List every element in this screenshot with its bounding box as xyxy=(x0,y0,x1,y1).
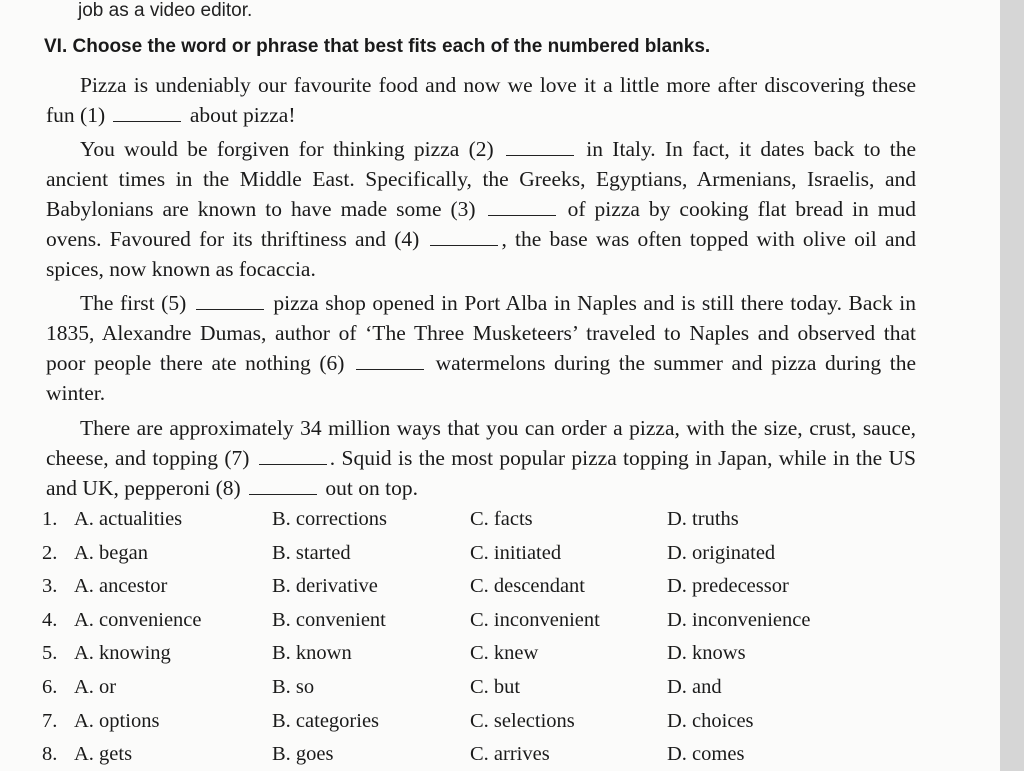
paragraph-1 xyxy=(46,70,916,130)
question-row xyxy=(42,609,942,643)
option-b: B. derivative xyxy=(272,575,378,598)
blank-6 xyxy=(356,351,424,370)
question-number: 2. xyxy=(42,541,58,564)
question-number: 5. xyxy=(42,642,58,665)
question-number: 3. xyxy=(42,575,58,598)
paragraph-text: There are approximately 34 million ways that you can order a pizza, with the size, crust, sauce, cheese, and topping (7) xyxy=(46,416,916,470)
option-a: A. gets xyxy=(74,743,133,766)
paragraph-text: out on top. xyxy=(325,476,418,500)
option-c: C. initiated xyxy=(470,541,562,564)
paragraph-text: You would be forgiven for thinking pizza (2) xyxy=(80,137,494,161)
question-row xyxy=(42,508,942,542)
question-row xyxy=(42,710,942,744)
question-number: 8. xyxy=(42,743,58,766)
paragraph-4 xyxy=(46,413,916,503)
paragraph-text: The first (5) xyxy=(80,291,187,315)
question-row xyxy=(42,542,942,576)
option-b: B. categories xyxy=(272,709,380,732)
option-a: A. ancestor xyxy=(74,575,168,598)
option-a: A. began xyxy=(74,541,149,564)
paragraph-text: about pizza! xyxy=(189,103,296,127)
option-b: B. started xyxy=(272,541,351,564)
option-b: B. corrections xyxy=(272,508,387,530)
question-row xyxy=(42,575,942,609)
option-c: C. facts xyxy=(470,508,533,530)
option-a: A. options xyxy=(74,709,160,732)
paragraph-text: pizza shop opened in Port Alba in Naples and is still there today. Back in 1835, Alexandre Dumas, author of ‘The Three Musketeers’ traveled to Naples and observed that poor people there ate nothing (6) xyxy=(46,291,917,375)
option-c: C. descendant xyxy=(470,575,585,598)
section-title: VI. Choose the word or phrase that best fits each of the numbered blanks. xyxy=(44,36,711,57)
blank-8 xyxy=(249,476,317,495)
option-a: A. actualities xyxy=(74,508,183,530)
paragraph-text: in Italy. In fact, it dates back to the ancient times in the Middle East. Specifically, the Greeks, Egyptians, Armenians, Israelis, and Babylonians are known to have made some (3) xyxy=(46,137,917,221)
option-d: D. truths xyxy=(667,508,739,530)
option-a: A. convenience xyxy=(74,608,202,631)
question-number: 4. xyxy=(42,608,58,631)
answer-options xyxy=(42,508,942,777)
option-b: B. so xyxy=(272,675,315,698)
option-a: A. knowing xyxy=(74,642,171,665)
option-c: C. inconvenient xyxy=(470,608,600,631)
option-c: C. but xyxy=(470,675,521,698)
previous-line-text: job as a video editor. xyxy=(78,0,253,21)
paragraph-text: . Squid is the most popular pizza topping in Japan, while in the US and UK, pepperoni (8) xyxy=(46,446,916,500)
paragraph-text: of pizza by cooking flat bread in mud ovens. Favoured for its thriftiness and (4) xyxy=(46,197,917,251)
paragraph-text: watermelons during the summer and pizza during the winter. xyxy=(46,351,917,405)
option-d: D. originated xyxy=(667,541,776,564)
option-d: D. and xyxy=(667,675,722,698)
option-d: D. inconvenience xyxy=(667,608,811,631)
option-c: C. arrives xyxy=(470,743,550,766)
blank-5 xyxy=(196,291,264,310)
question-number: 6. xyxy=(42,675,58,698)
option-c: C. selections xyxy=(470,709,575,732)
question-number: 7. xyxy=(42,709,58,732)
option-d: D. predecessor xyxy=(667,575,789,598)
scrollbar[interactable] xyxy=(1000,0,1024,771)
paragraph-text: , the base was often topped with olive oil and spices, now known as focaccia. xyxy=(46,227,916,281)
option-a: A. or xyxy=(74,675,117,698)
paragraph-text: Pizza is undeniably our favourite food and now we love it a little more after discovering these fun (1) xyxy=(46,73,916,127)
option-b: B. convenient xyxy=(272,608,386,631)
blank-7 xyxy=(259,446,327,465)
paragraph-2 xyxy=(46,134,916,284)
paragraph-3 xyxy=(46,288,916,408)
question-row xyxy=(42,642,942,676)
blank-4 xyxy=(430,227,498,246)
option-c: C. knew xyxy=(470,642,539,665)
blank-1 xyxy=(113,103,181,122)
option-d: D. comes xyxy=(667,743,745,766)
option-b: B. known xyxy=(272,642,352,665)
option-d: D. knows xyxy=(667,642,746,665)
option-b: B. goes xyxy=(272,743,334,766)
question-row xyxy=(42,743,942,777)
blank-2 xyxy=(506,137,574,156)
option-d: D. choices xyxy=(667,709,754,732)
question-number: 1. xyxy=(42,508,58,530)
question-row xyxy=(42,676,942,710)
blank-3 xyxy=(488,197,556,216)
